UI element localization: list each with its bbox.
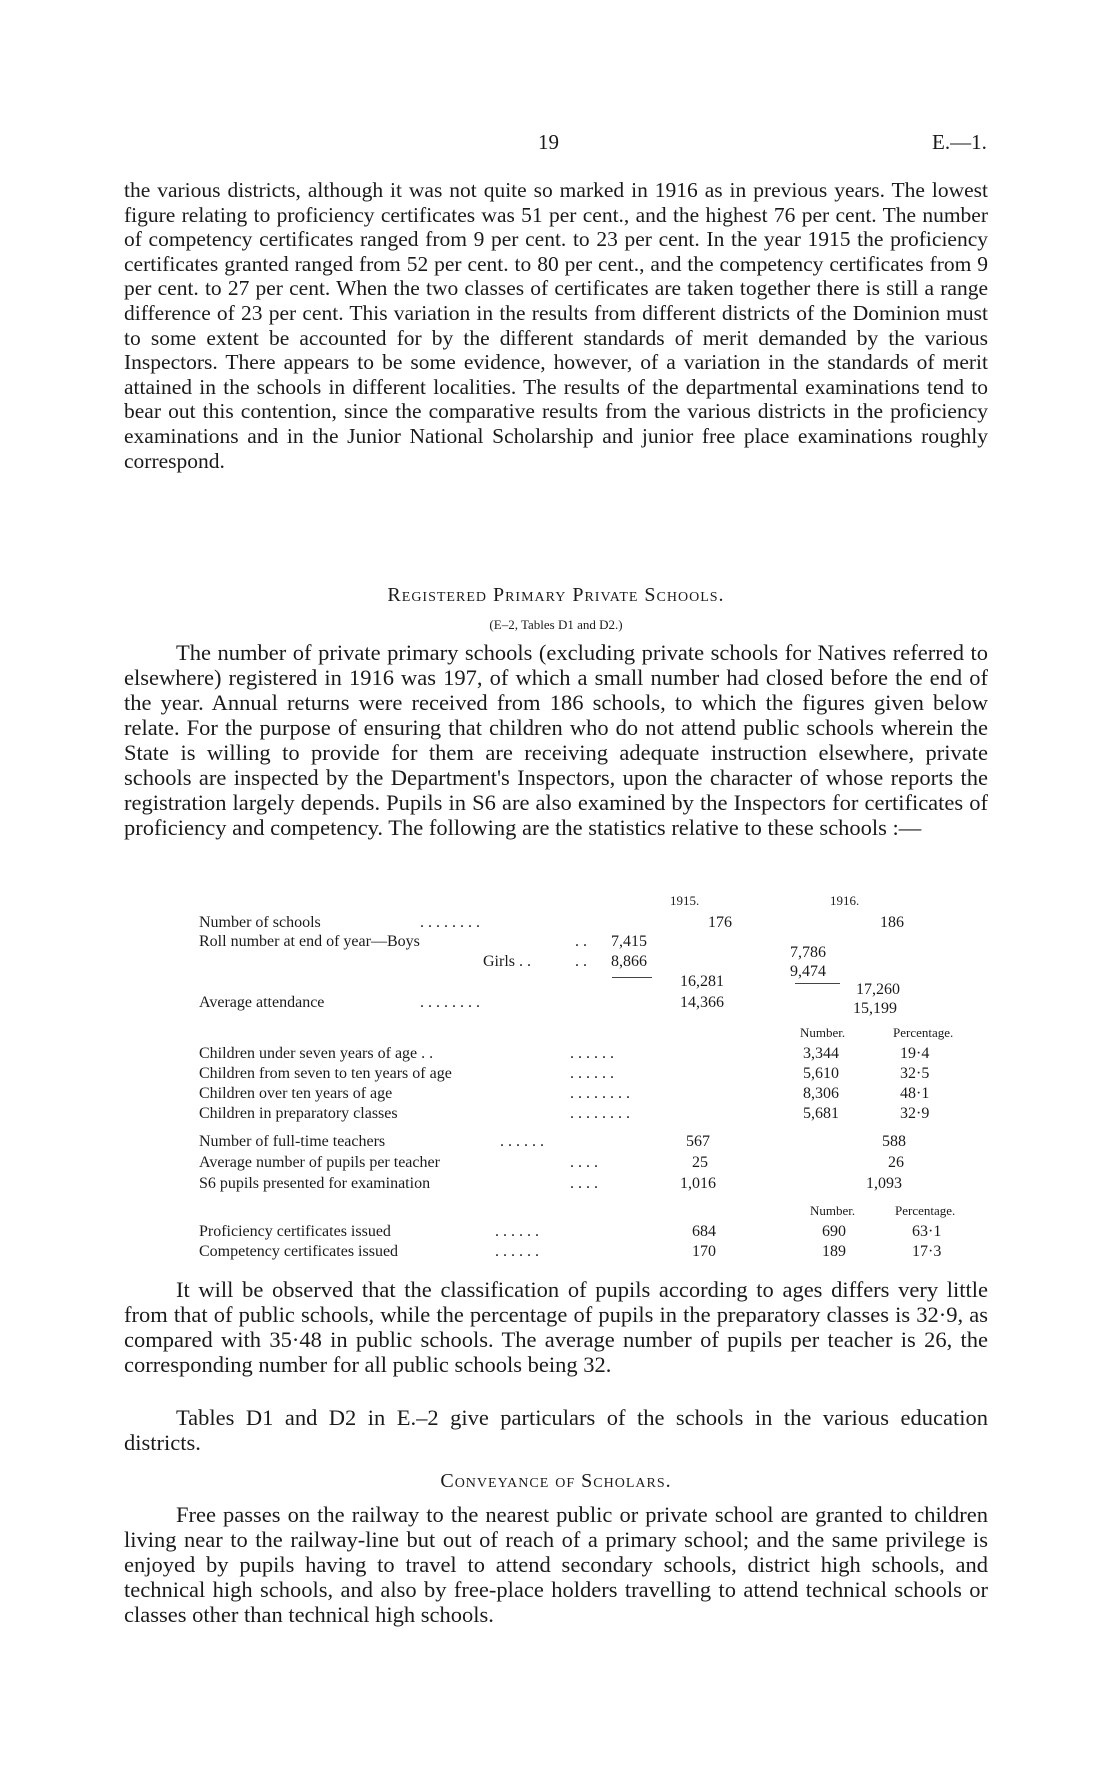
row-label-attendance: Average attendance bbox=[199, 994, 325, 1011]
value-girls-1916: 9,474 bbox=[790, 963, 826, 980]
paragraph-private-schools: The number of private primary schools (excluding private schools for Natives referred to elsewhere) registered in 1916 was 197, of which a small number had closed before the end of the year. Annual returns were received from 186 schools, to which the figures given below relate. For the purpose of ensuring that children who do not attend public schools wherein the State is willing to provide for them are receiving adequate instruction elsewhere, private schools are inspected by the Department's Inspectors, upon the character of whose reports the registration largely depends. Pupils in S6 are also examined by the Inspectors for certificates of proficiency and competency. The following are the statistics relative to these schools :— bbox=[124, 640, 988, 840]
teacher-row-label: Average number of pupils per teacher bbox=[199, 1154, 440, 1171]
cert-row-1915: 684 bbox=[692, 1223, 716, 1240]
row-dots: . . bbox=[575, 933, 587, 950]
row-label-roll-boys: Roll number at end of year—Boys bbox=[199, 933, 420, 950]
teacher-row-1915: 1,016 bbox=[680, 1175, 716, 1192]
row-dots: . . . . . . bbox=[570, 1065, 614, 1082]
age-row-percentage: 32·9 bbox=[900, 1105, 930, 1122]
age-row-label: Children under seven years of age . . bbox=[199, 1045, 434, 1062]
teacher-row-label: S6 pupils presented for examination bbox=[199, 1175, 431, 1192]
section-table-reference: (E–2, Tables D1 and D2.) bbox=[489, 617, 623, 632]
cert-row-number: 690 bbox=[822, 1223, 846, 1240]
row-label-schools: Number of schools bbox=[199, 914, 321, 931]
paragraph-classification: It will be observed that the classification of pupils according to ages differs very little from that of public schools, while the percentage of pupils in the preparatory classes is 32·9, as compared with 35·48 in public schools. The average number of pupils per teacher is 26, the corresponding number for all public schools being 32. bbox=[124, 1277, 988, 1377]
sum-rule bbox=[795, 983, 840, 984]
value-attendance-1915: 14,366 bbox=[680, 994, 724, 1011]
cert-row-number: 189 bbox=[822, 1243, 846, 1260]
column-header-1916: 1916. bbox=[830, 893, 860, 908]
row-dots: . . . . . . bbox=[495, 1223, 539, 1240]
value-schools-1915: 176 bbox=[708, 914, 732, 931]
page-number: 19 bbox=[538, 130, 559, 154]
row-label-roll-girls: Girls . . bbox=[483, 953, 531, 970]
teacher-row-label: Number of full-time teachers bbox=[199, 1133, 386, 1150]
row-dots: . . . . bbox=[570, 1154, 598, 1171]
value-boys-1916: 7,786 bbox=[790, 944, 826, 961]
cert-row-percentage: 17·3 bbox=[912, 1243, 942, 1260]
cert-row-label: Competency certificates issued bbox=[199, 1243, 399, 1260]
paragraph-conveyance: Free passes on the railway to the nearest public or private school are granted to children living near to the railway-line but out of reach of a primary school; and the same privilege is enjoyed by pupils having to travel to attend secondary schools, district high schools, and technical high schools, and also by free-place holders travelling to attend technical schools or classes other than technical high schools. bbox=[124, 1502, 988, 1627]
age-row-number: 5,681 bbox=[803, 1105, 839, 1122]
value-girls-1915: 8,866 bbox=[611, 953, 647, 970]
age-row-label: Children from seven to ten years of age bbox=[199, 1065, 452, 1082]
row-dots: . . . . . . . . bbox=[420, 994, 480, 1011]
teacher-row-1916: 588 bbox=[882, 1133, 906, 1150]
column-header-1915: 1915. bbox=[670, 893, 700, 908]
row-dots: . . . . . . bbox=[495, 1243, 539, 1260]
cert-header-number: Number. bbox=[810, 1203, 856, 1218]
age-row-percentage: 32·5 bbox=[900, 1065, 930, 1082]
age-row-number: 8,306 bbox=[803, 1085, 839, 1102]
row-dots: . . . . . . . . bbox=[420, 914, 480, 931]
row-dots: . . . . bbox=[570, 1175, 598, 1192]
value-attendance-1916: 15,199 bbox=[853, 1000, 897, 1017]
sum-rule bbox=[612, 977, 652, 978]
value-boys-1915: 7,415 bbox=[611, 933, 647, 950]
cert-row-percentage: 63·1 bbox=[912, 1223, 942, 1240]
value-schools-1916: 186 bbox=[880, 914, 904, 931]
row-dots: . . bbox=[575, 953, 587, 970]
teacher-row-1916: 1,093 bbox=[866, 1175, 902, 1192]
age-row-label: Children over ten years of age bbox=[199, 1085, 393, 1102]
report-reference: E.—1. bbox=[932, 130, 987, 154]
section-heading-conveyance: Conveyance of Scholars. bbox=[440, 1470, 672, 1492]
cert-row-1915: 170 bbox=[692, 1243, 716, 1260]
age-row-number: 5,610 bbox=[803, 1065, 839, 1082]
row-dots: . . . . . . . . bbox=[570, 1105, 630, 1122]
row-dots: . . . . . . bbox=[500, 1133, 544, 1150]
teacher-row-1916: 26 bbox=[888, 1154, 904, 1171]
paragraph-district-variation: the various districts, although it was not quite so marked in 1916 as in previous years. The lowest figure relating to proficiency certificates was 51 per cent., and the highest 76 per cent. The number of competency certificates ranged from 9 per cent. to 23 per cent. In the year 1915 the proficiency certificates granted ranged from 52 per cent. to 80 per cent., and the competency certificates from 9 per cent. to 27 per cent. When the two classes of certificates are taken together there is still a range difference of 23 per cent. This variation in the results from different districts of the Dominion must to some extent be accounted for by the different standards of merit demanded by the various Inspectors. There appears to be some evidence, however, of a variation in the standards of merit attained in the schools in different localities. The results of the departmental examinations tend to bear out this contention, since the comparative results from the various districts in the proficiency examinations and in the Junior National Scholarship and junior free place examinations roughly correspond. bbox=[124, 178, 988, 473]
age-row-percentage: 19·4 bbox=[900, 1045, 930, 1062]
age-row-label: Children in preparatory classes bbox=[199, 1105, 398, 1122]
value-roll-total-1915: 16,281 bbox=[680, 973, 724, 990]
paragraph-tables-reference: Tables D1 and D2 in E.–2 give particulars of the schools in the various education districts. bbox=[124, 1405, 988, 1455]
section-heading-private-schools: Registered Primary Private Schools. bbox=[387, 584, 725, 606]
age-header-number: Number. bbox=[800, 1025, 846, 1040]
cert-row-label: Proficiency certificates issued bbox=[199, 1223, 391, 1240]
row-dots: . . . . . . . . bbox=[570, 1085, 630, 1102]
teacher-row-1915: 25 bbox=[692, 1154, 708, 1171]
age-header-percentage: Percentage. bbox=[893, 1025, 954, 1040]
cert-header-percentage: Percentage. bbox=[895, 1203, 956, 1218]
age-row-number: 3,344 bbox=[803, 1045, 839, 1062]
value-roll-total-1916: 17,260 bbox=[856, 981, 900, 998]
teacher-row-1915: 567 bbox=[686, 1133, 710, 1150]
age-row-percentage: 48·1 bbox=[900, 1085, 930, 1102]
row-dots: . . . . . . bbox=[570, 1045, 614, 1062]
